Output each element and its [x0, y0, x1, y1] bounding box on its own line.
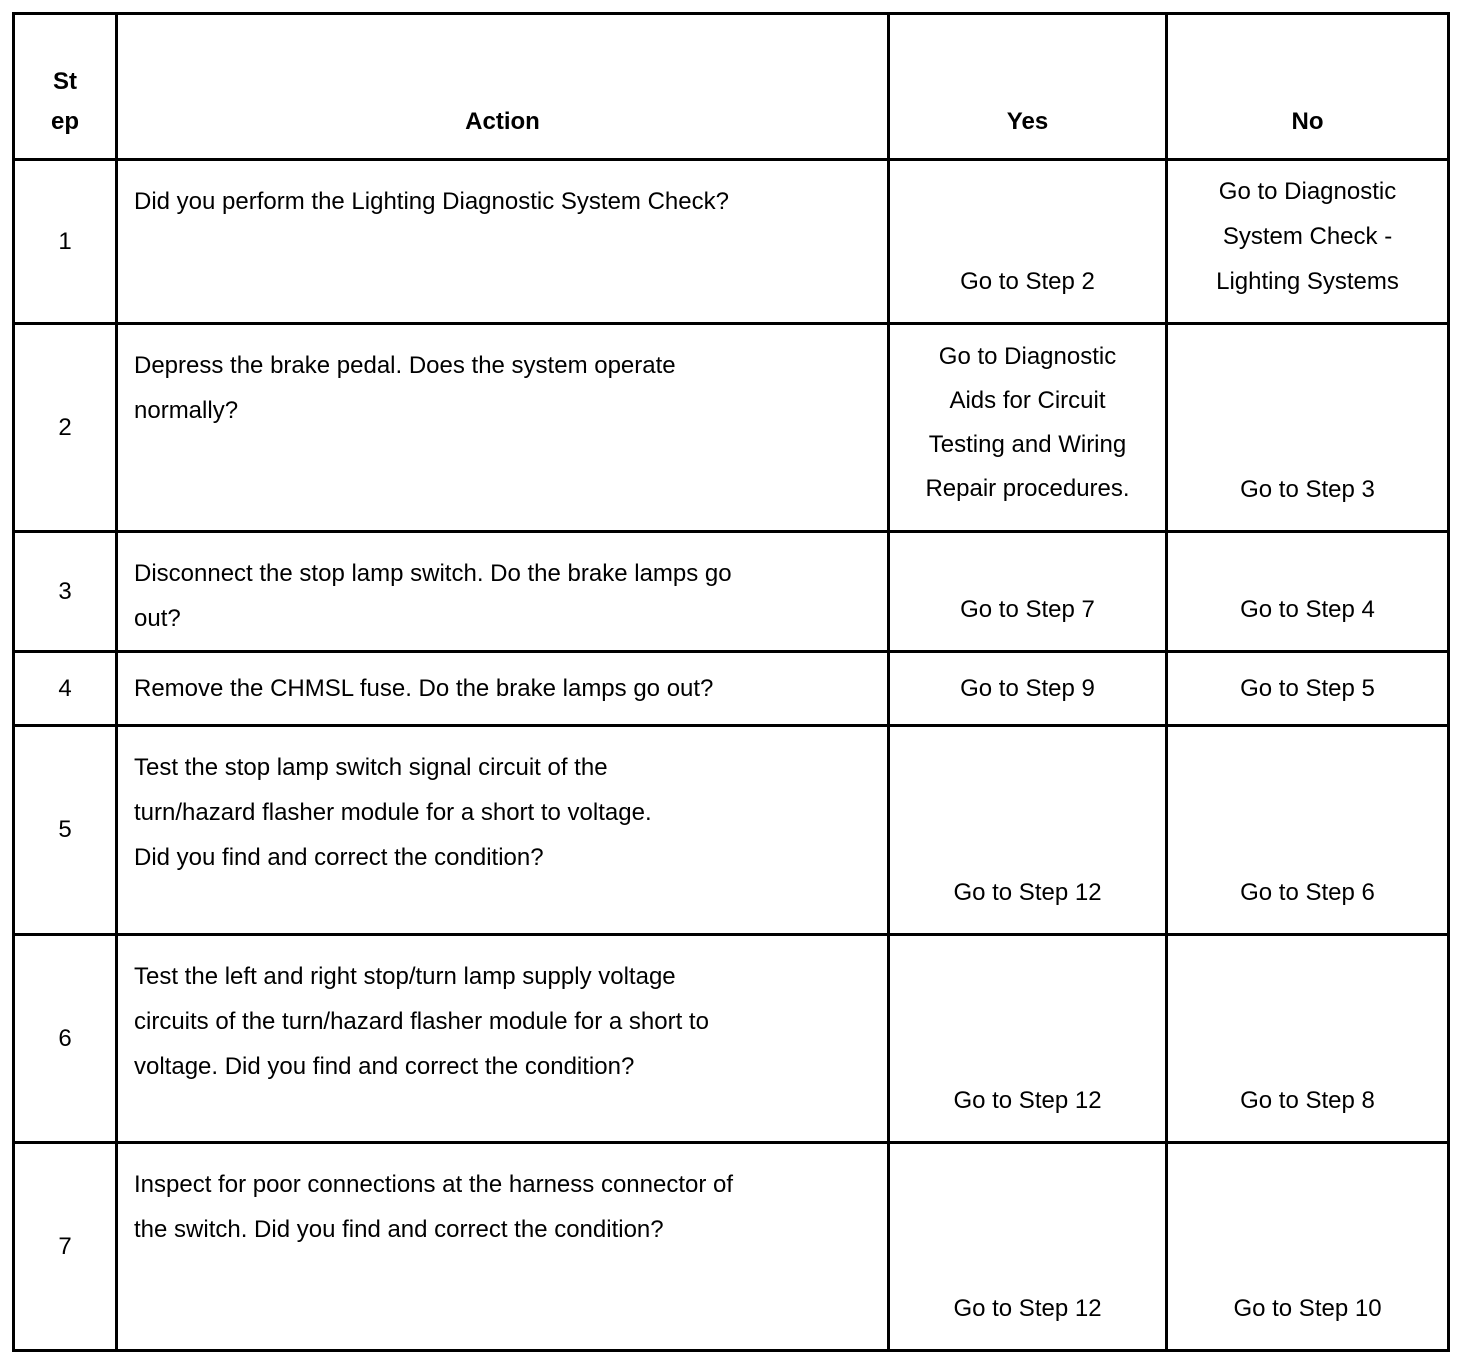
yes-result: Go to Step 7	[889, 532, 1167, 652]
step-number: 7	[14, 1143, 117, 1351]
no-result: Go to Step 5	[1167, 652, 1449, 726]
action-text: Test the left and right stop/turn lamp supply voltage circuits of the turn/hazard flasher module for a short to voltage. Did you find and correct the condition?	[117, 935, 889, 1143]
yes-result: Go to Diagnostic Aids for Circuit Testing and Wiring Repair procedures.	[889, 324, 1167, 532]
action-text: Remove the CHMSL fuse. Do the brake lamps go out?	[117, 652, 889, 726]
header-action: Action	[117, 14, 889, 160]
yes-result: Go to Step 12	[889, 1143, 1167, 1351]
header-row	[14, 14, 1449, 160]
step-number: 6	[14, 935, 117, 1143]
action-text: Inspect for poor connections at the harness connector of the switch. Did you find and correct the condition?	[117, 1143, 889, 1351]
step-number: 2	[14, 324, 117, 532]
no-result: Go to Step 3	[1167, 324, 1449, 532]
yes-result: Go to Step 12	[889, 935, 1167, 1143]
table-row	[14, 160, 1449, 324]
table-row	[14, 652, 1449, 726]
step-number: 3	[14, 532, 117, 652]
table-row	[14, 532, 1449, 652]
no-result: Go to Step 4	[1167, 532, 1449, 652]
action-text: Did you perform the Lighting Diagnostic System Check?	[117, 160, 889, 324]
step-number: 5	[14, 726, 117, 935]
table-row	[14, 1143, 1449, 1351]
header-yes: Yes	[889, 14, 1167, 160]
no-result: Go to Step 8	[1167, 935, 1449, 1143]
table-row	[14, 726, 1449, 935]
no-result: Go to Step 6	[1167, 726, 1449, 935]
no-result: Go to Diagnostic System Check - Lighting Systems	[1167, 160, 1449, 324]
diagnostic-table	[12, 12, 1450, 1352]
action-text: Test the stop lamp switch signal circuit of the turn/hazard flasher module for a short to voltage. Did you find and correct the condition?	[117, 726, 889, 935]
yes-result: Go to Step 2	[889, 160, 1167, 324]
step-number: 4	[14, 652, 117, 726]
header-step: St ep	[14, 14, 117, 160]
table-row	[14, 324, 1449, 532]
yes-result: Go to Step 12	[889, 726, 1167, 935]
action-text: Disconnect the stop lamp switch. Do the brake lamps go out?	[117, 532, 889, 652]
step-number: 1	[14, 160, 117, 324]
action-text: Depress the brake pedal. Does the system operate normally?	[117, 324, 889, 532]
no-result: Go to Step 10	[1167, 1143, 1449, 1351]
header-no: No	[1167, 14, 1449, 160]
table-row	[14, 935, 1449, 1143]
yes-result: Go to Step 9	[889, 652, 1167, 726]
